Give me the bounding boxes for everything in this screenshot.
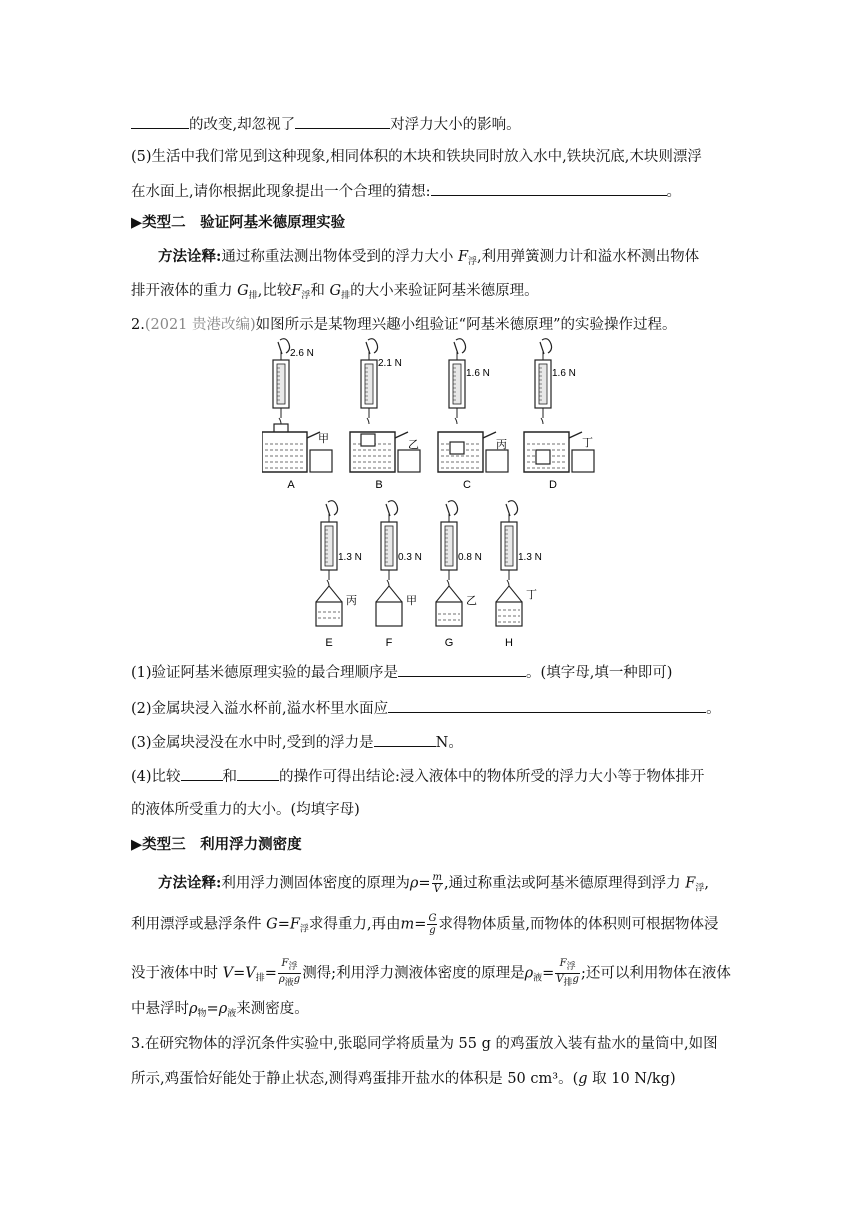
type3-method-line2: 利用漂浮或悬浮条件 $G=F_浮$求得重力,再由m= $\frac{G}{g}$ 求得物体质量,而物体的体积则可根据物体浸 (131, 913, 719, 936)
q2-part4-line2: 的液体所受重力的大小。(均填字母) (131, 802, 360, 818)
svg-text:E: E (325, 637, 333, 648)
svg-text:C: C (463, 479, 471, 491)
reading-g: 0.8 N (458, 552, 482, 563)
reading-c: 1.6 N (466, 368, 490, 379)
fraction-f-over-rho-g: $\frac{F_浮}{\rho_液g}$ (278, 958, 301, 988)
q2-stem: 2.(2021 贵港改编)如图所示是某物理兴趣小组验证“阿基米德原理”的实验操作过程。 (131, 317, 677, 333)
type3-method-line1: 方法诠释:利用浮力测固体密度的原理为ρ= $\frac{m}{V}$ ,通过称重法或阿基米德原理得到浮力 $F_浮$, (158, 872, 709, 895)
svg-text:G: G (444, 637, 454, 648)
reading-b: 2.1 N (378, 358, 402, 369)
type2-method-line1: 方法诠释:通过称重法测出物体受到的浮力大小 $F_浮$,利用弹簧测力计和溢水杯测出物体 (158, 248, 700, 267)
svg-text:F: F (385, 637, 393, 648)
setup-c (438, 339, 508, 491)
q3-line2: 所示,鸡蛋恰好能处于静止状态,测得鸡蛋排开盐水的体积是 50 cm³。(g 取 10 N/kg) (131, 1071, 676, 1087)
answer-blank[interactable] (431, 180, 667, 196)
reading-e: 1.3 N (338, 552, 362, 563)
q1-continuation-line: 的改变,却忽视了 对浮力大小的影响。 (131, 113, 521, 136)
answer-blank[interactable] (181, 765, 223, 781)
q3-line1: 3.在研究物体的浮沉条件实验中,张聪同学将质量为 55 g 的鸡蛋放入装有盐水的量筒中,如图 (131, 1036, 718, 1052)
answer-blank[interactable] (388, 697, 706, 713)
reading-a: 2.6 N (290, 348, 314, 359)
setup-e (316, 501, 362, 648)
svg-text:乙: 乙 (408, 439, 419, 451)
reading-d: 1.6 N (552, 368, 576, 379)
svg-text:B: B (375, 479, 383, 491)
svg-text:乙: 乙 (466, 595, 477, 607)
setup-a (262, 339, 332, 491)
svg-text:甲: 甲 (406, 595, 417, 607)
setup-d (524, 339, 594, 491)
svg-text:D: D (549, 479, 557, 491)
answer-blank[interactable] (398, 661, 526, 677)
type3-heading: ▶类型三 利用浮力测密度 (131, 836, 302, 853)
type2-method-line2: 排开液体的重力 $G_排$,比较$F_浮$和 $G_排$的大小来验证阿基米德原理。 (131, 283, 539, 301)
fraction-f-over-vg: $\frac{F_浮}{V_排g}$ (556, 958, 579, 988)
q2-part1: (1)验证阿基米德原理实验的最合理顺序是 。(填字母,填一种即可) (131, 661, 672, 684)
type3-method-line3: 没于液体中时 $V=V_排=$ $\frac{F_浮}{\rho_液g}$ 测得;利用浮力测液体密度的原理是$\rho_液=$ $\frac{F_浮}{V_排g}$ ;还可以利用物体在液体 (131, 958, 731, 988)
setup-b (350, 339, 420, 491)
q1-part5-line2: 在水面上,请你根据此现象提出一个合理的猜想: 。 (131, 180, 681, 203)
svg-text:丙: 丙 (346, 595, 357, 607)
reading-h: 1.3 N (518, 552, 542, 563)
q2-source: (2021 贵港改编) (144, 317, 256, 333)
type2-heading: ▶类型二 验证阿基米德原理实验 (131, 214, 346, 231)
fraction-m-over-v: $\frac{m}{V}$ (432, 872, 443, 895)
svg-text:H: H (505, 637, 513, 648)
answer-blank[interactable] (131, 113, 189, 129)
q2-part2: (2)金属块浸入溢水杯前,溢水杯里水面应 。 (131, 697, 721, 720)
fraction-g-over-g: $\frac{G}{g}$ (428, 913, 437, 936)
setup-f (376, 501, 422, 648)
q2-part3: (3)金属块浸没在水中时,受到的浮力是 N。 (131, 731, 463, 754)
setup-h (496, 501, 542, 648)
svg-text:丁: 丁 (526, 589, 537, 601)
answer-blank[interactable] (374, 731, 436, 747)
answer-blank[interactable] (237, 765, 279, 781)
q1-part5-line1: (5)生活中我们常见到这种现象,相同体积的木块和铁块同时放入水中,铁块沉底,木块则漂浮 (131, 149, 702, 165)
experiment-figure (262, 338, 597, 648)
answer-blank[interactable] (295, 113, 390, 129)
svg-text:丙: 丙 (496, 439, 507, 451)
svg-text:甲: 甲 (318, 433, 329, 445)
type3-method-line4: 中悬浮时$\rho_物=\rho_液$来测密度。 (131, 1001, 309, 1019)
svg-text:A: A (287, 479, 295, 491)
q2-part4-line1: (4)比较 和 的操作可得出结论:浸入液体中的物体所受的浮力大小等于物体排开 (131, 765, 704, 788)
svg-text:丁: 丁 (582, 437, 593, 449)
setup-g (436, 501, 482, 648)
reading-f: 0.3 N (398, 552, 422, 563)
